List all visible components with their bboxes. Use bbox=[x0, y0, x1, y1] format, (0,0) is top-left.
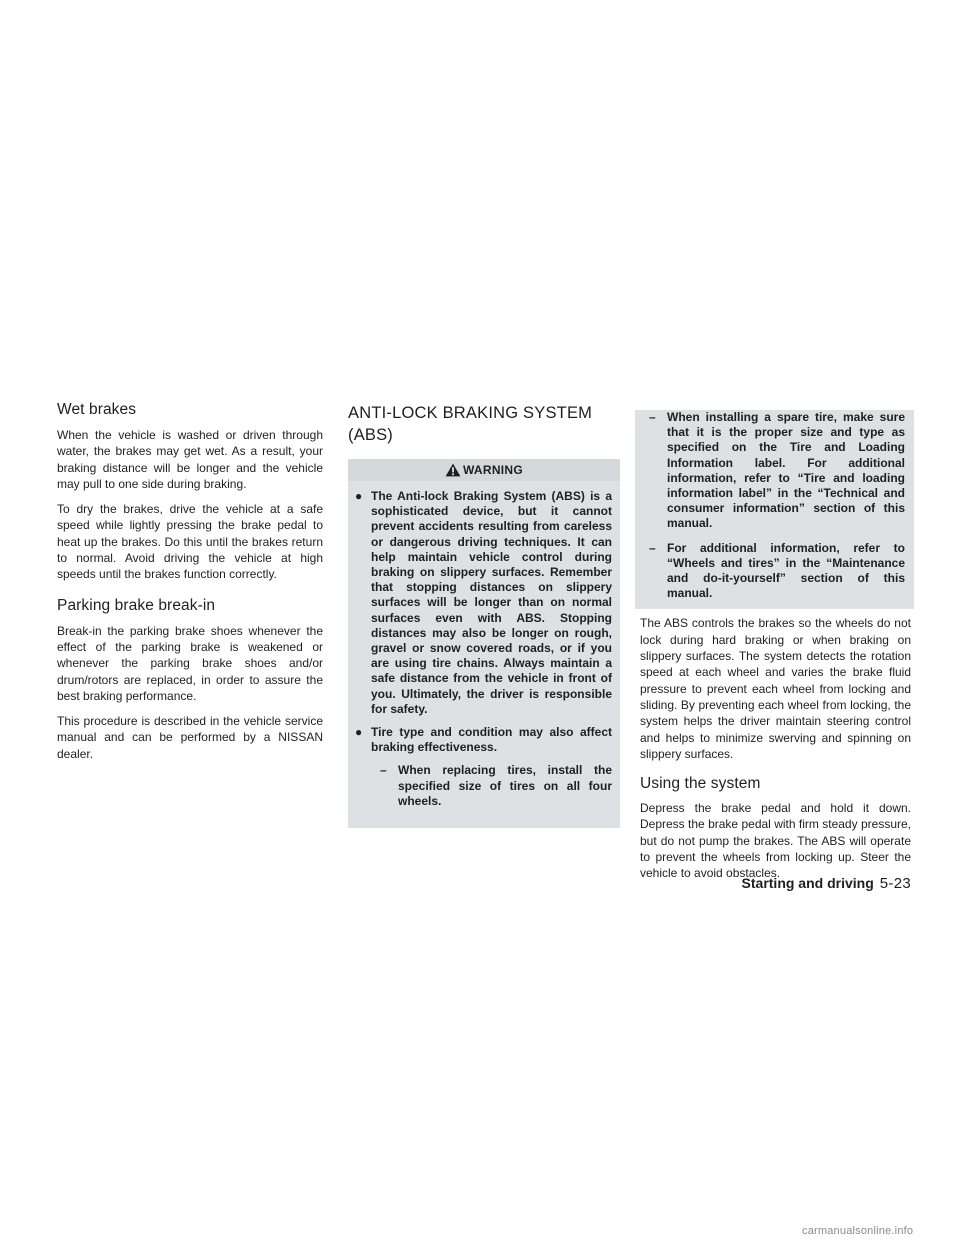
warning-sub-list bbox=[371, 763, 612, 809]
warning-label: WARNING bbox=[462, 463, 524, 477]
page-footer bbox=[742, 875, 911, 892]
chapter-title: Starting and driving bbox=[741, 875, 874, 891]
dash-icon: – bbox=[649, 410, 656, 424]
using-system-heading: Using the system bbox=[640, 775, 761, 793]
wet-brakes-paragraph-2: To dry the brakes, drive the vehicle at a safe speed while lightly pressing the brake pedal to heat up the brakes. Do this until the brakes return to normal. Avoid driving the vehicle at high speeds until the brakes function correctly. bbox=[57, 502, 323, 582]
parking-brake-heading: Parking brake break-in bbox=[57, 596, 216, 614]
warning-sub-list-continued bbox=[640, 410, 905, 601]
warning-list bbox=[348, 481, 620, 809]
wet-brakes-heading: Wet brakes bbox=[57, 401, 137, 418]
warning-bullet-1 bbox=[355, 489, 612, 717]
warning-sub-item-2-text: When installing a spare tire, make sure that it is the proper size and type as specified on the Tire and Loading Information label. For additional information, refer to “Tire and loading information label” in the “Technical and consumer information” section of this manual. bbox=[667, 410, 905, 531]
parking-brake-paragraph-2: This procedure is described in the vehicle service manual and can be performed by a NISSAN dealer. bbox=[57, 714, 323, 761]
warning-sub-item-1 bbox=[371, 763, 612, 809]
warning-sub-item-2 bbox=[640, 410, 905, 532]
abs-paragraph-1: The ABS controls the brakes so the wheels do not lock during hard braking or when braking on slippery surfaces. The system detects the rotation speed at each wheel and varies the brake fluid pressure to prevent each wheel from locking and sliding. By preventing each wheel from locking, the system helps the driver maintain steering control and helps to minimize swerving and spinning on slippery surfaces. bbox=[640, 616, 911, 761]
page-number: 5-23 bbox=[879, 875, 911, 892]
warning-bullet-1-text: The Anti-lock Braking System (ABS) is a sophisticated device, but it cannot prevent accidents resulting from careless or dangerous driving techniques. It can help maintain vehicle control during braking on slippery surfaces. Remember that stopping distances on slippery surfaces will be longer than on normal surfaces even with ABS. Stopping distances may also be longer on rough, gravel or snow covered roads, or if you are using tire chains. Always maintain a safe distance from the vehicle in front of you. Ultimately, the driver is responsible for safety. bbox=[371, 489, 612, 716]
bullet-icon: ● bbox=[355, 489, 363, 503]
warning-bullet-2 bbox=[355, 725, 612, 809]
warning-sub-item-3-text: For additional information, refer to “Wheels and tires” in the “Maintenance and do-it-yourself” section of this manual. bbox=[667, 540, 905, 601]
warning-sub-item-3 bbox=[640, 541, 905, 602]
bullet-icon: ● bbox=[355, 725, 363, 740]
warning-box bbox=[348, 459, 620, 828]
abs-heading: ANTI-LOCK BRAKING SYSTEM (ABS) bbox=[348, 404, 593, 444]
wet-brakes-paragraph-1: When the vehicle is washed or driven through water, the brakes may get wet. As a result, your braking distance will be longer and the vehicle may pull to one side during braking. bbox=[57, 428, 323, 491]
parking-brake-paragraph-1: Break-in the parking brake shoes whenever the effect of the parking brake is weakened or whenever the parking brake shoes and/or drum/rotors are replaced, in order to assure the best braking performance. bbox=[57, 623, 323, 703]
using-system-paragraph-1: Depress the brake pedal and hold it down. Depress the brake pedal with firm steady pressure, but do not pump the brakes. The ABS will operate to prevent the wheels from locking up. Steer the vehicle to avoid obstacles. bbox=[640, 801, 911, 881]
warning-triangle-icon bbox=[445, 463, 461, 477]
column-left bbox=[57, 400, 323, 771]
watermark: carmanualsonline.info bbox=[802, 1225, 914, 1237]
dash-icon: – bbox=[649, 540, 656, 555]
warning-bullet-2-text: Tire type and condition may also affect braking effectiveness. bbox=[371, 725, 612, 755]
dash-icon: – bbox=[380, 763, 387, 778]
column-right bbox=[640, 410, 911, 891]
warning-sub-item-1-text: When replacing tires, install the specified size of tires on all four wheels. bbox=[398, 763, 612, 808]
warning-header bbox=[348, 459, 620, 481]
column-middle bbox=[348, 402, 620, 828]
warning-box-continued bbox=[635, 410, 914, 609]
